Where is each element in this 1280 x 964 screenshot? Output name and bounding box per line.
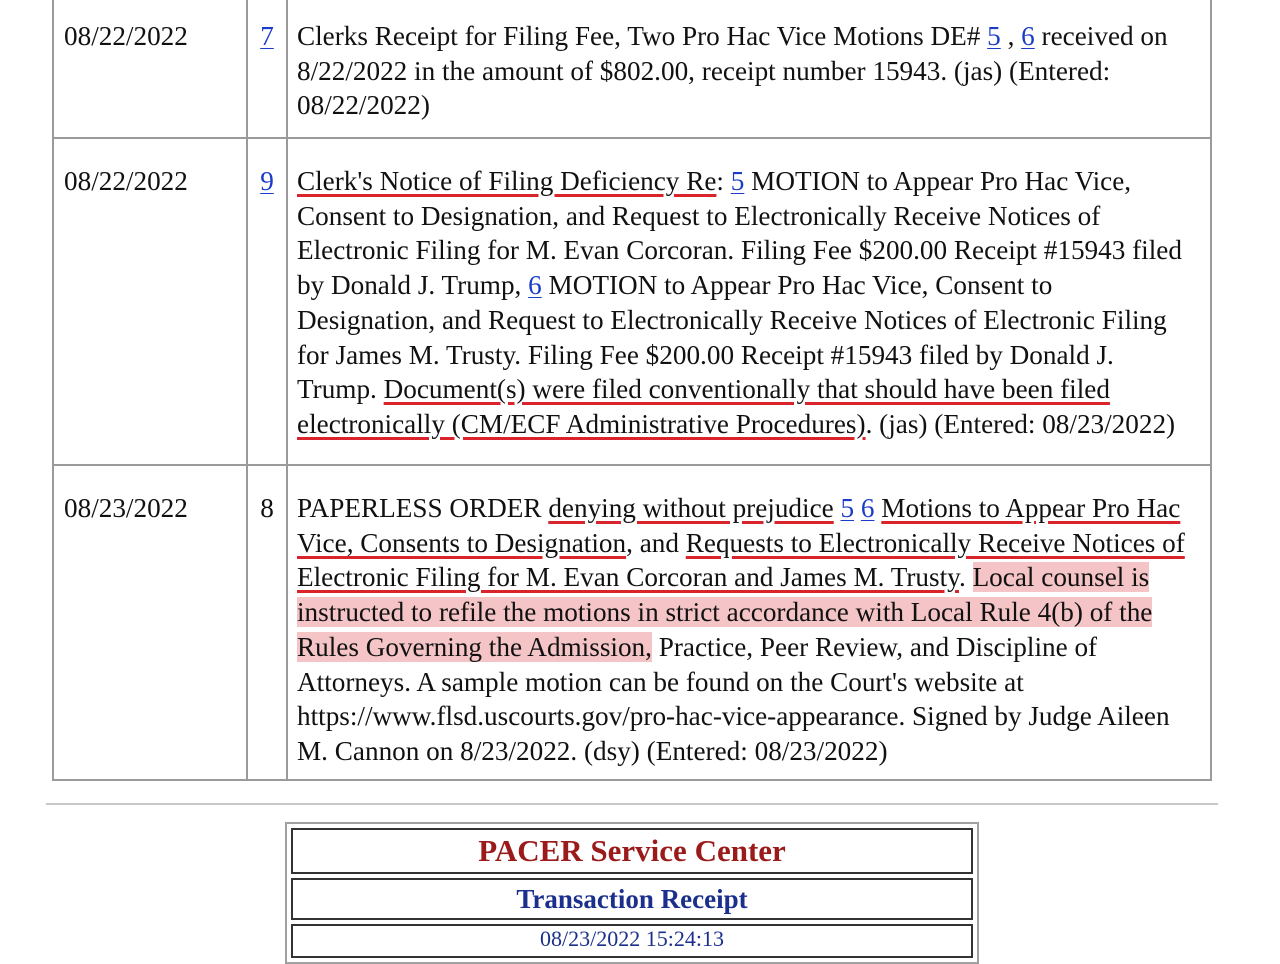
document-link[interactable]: 5 bbox=[730, 166, 745, 196]
red-underlined-text: Requests to Electronically Receive Notices of Electronic Filing for M. Evan Corcoran and James M. Trusty bbox=[297, 527, 1185, 593]
entry-text-segment: Clerks Receipt for Filing Fee, Two Pro Hac Vice Motions DE# bbox=[297, 21, 988, 51]
entry-text-segment: MOTION to Appear Pro Hac Vice, Consent to Designation, and Request to Electronically Receive Notices of Electronic Filing for James M. Trusty. Filing Fee $200.00 Receipt #15943 filed by Donald J. Trump. bbox=[297, 270, 1167, 405]
entry-text bbox=[287, 465, 1211, 780]
entry-text-segment: Practice, Peer Review, and Discipline of Attorneys. A sample motion can be found on the Court's website at https://www.flsd.uscourts.gov/pro-hac-vice-appearance. Signed by Judge Aileen M. Cannon on 8/23/2022. (dsy) (Entered: 08/23/2022) bbox=[297, 631, 1170, 766]
entry-text bbox=[287, 138, 1211, 465]
pacer-subtitle: Transaction Receipt bbox=[291, 878, 973, 920]
entry-date: 08/22/2022 bbox=[53, 138, 247, 465]
docket-entry bbox=[53, 465, 1211, 780]
entry-text-segment: , and bbox=[626, 527, 686, 558]
entry-text-segment: . bbox=[958, 562, 973, 593]
entry-text-segment: , bbox=[1000, 21, 1022, 51]
pacer-receipt-table bbox=[285, 822, 979, 964]
document-link[interactable]: 6 bbox=[860, 493, 875, 523]
entry-number: 8 bbox=[247, 465, 287, 780]
document-link[interactable]: 5 bbox=[987, 21, 1001, 51]
document-link[interactable]: 6 bbox=[528, 270, 542, 301]
pacer-timestamp: 08/23/2022 15:24:13 bbox=[291, 924, 973, 958]
red-underlined-text: Document(s) were filed conventionally that should have been filed electronically (CM/ECF Administrative Procedures) bbox=[297, 374, 1110, 439]
document-link[interactable]: 5 bbox=[840, 493, 855, 523]
entry-text bbox=[287, 0, 1211, 138]
highlighted-text: Local counsel is instructed to refile the motions in strict accordance with Local Rule 4(b) of the Rules Governing the Admission, bbox=[297, 562, 1153, 662]
red-underlined-text: Clerk's Notice of Filing Deficiency Re bbox=[297, 166, 717, 196]
entry-text-segment: PAPERLESS ORDER bbox=[297, 493, 549, 523]
entry-date: 08/22/2022 bbox=[53, 0, 247, 138]
horizontal-divider bbox=[46, 803, 1218, 805]
entry-number-cell bbox=[247, 138, 287, 465]
entry-date: 08/23/2022 bbox=[53, 465, 247, 780]
docket-table bbox=[52, 0, 1212, 781]
red-underlined-text: Motions to Appear Pro Hac Vice, Consents to Designation bbox=[297, 493, 1181, 558]
entry-text-segment: MOTION to Appear Pro Hac Vice, Consent to Designation, and Request to Electronically Receive Notices of Electronic Filing for M. Evan Corcoran. Filing Fee $200.00 Receipt #15943 filed by Donald J. Trump, bbox=[297, 166, 1182, 301]
entry-number-link[interactable]: 7 bbox=[260, 21, 274, 51]
entry-text-segment bbox=[854, 493, 861, 523]
document-link[interactable]: 6 bbox=[1021, 21, 1035, 51]
pacer-title: PACER Service Center bbox=[291, 828, 973, 874]
red-underlined-text: denying without prejudice bbox=[548, 493, 834, 523]
entry-text-segment: received on 8/22/2022 in the amount of $802.00, receipt number 15943. (jas) (Entered: 08/22/2022) bbox=[297, 21, 1168, 121]
entry-text-segment: : bbox=[716, 166, 731, 196]
entry-number-cell bbox=[247, 0, 287, 138]
docket-entry bbox=[53, 0, 1211, 138]
entry-number-link[interactable]: 9 bbox=[260, 166, 274, 196]
entry-text-segment bbox=[834, 493, 841, 523]
docket-entry bbox=[53, 138, 1211, 465]
entry-text-segment: . (jas) (Entered: 08/23/2022) bbox=[865, 408, 1176, 439]
